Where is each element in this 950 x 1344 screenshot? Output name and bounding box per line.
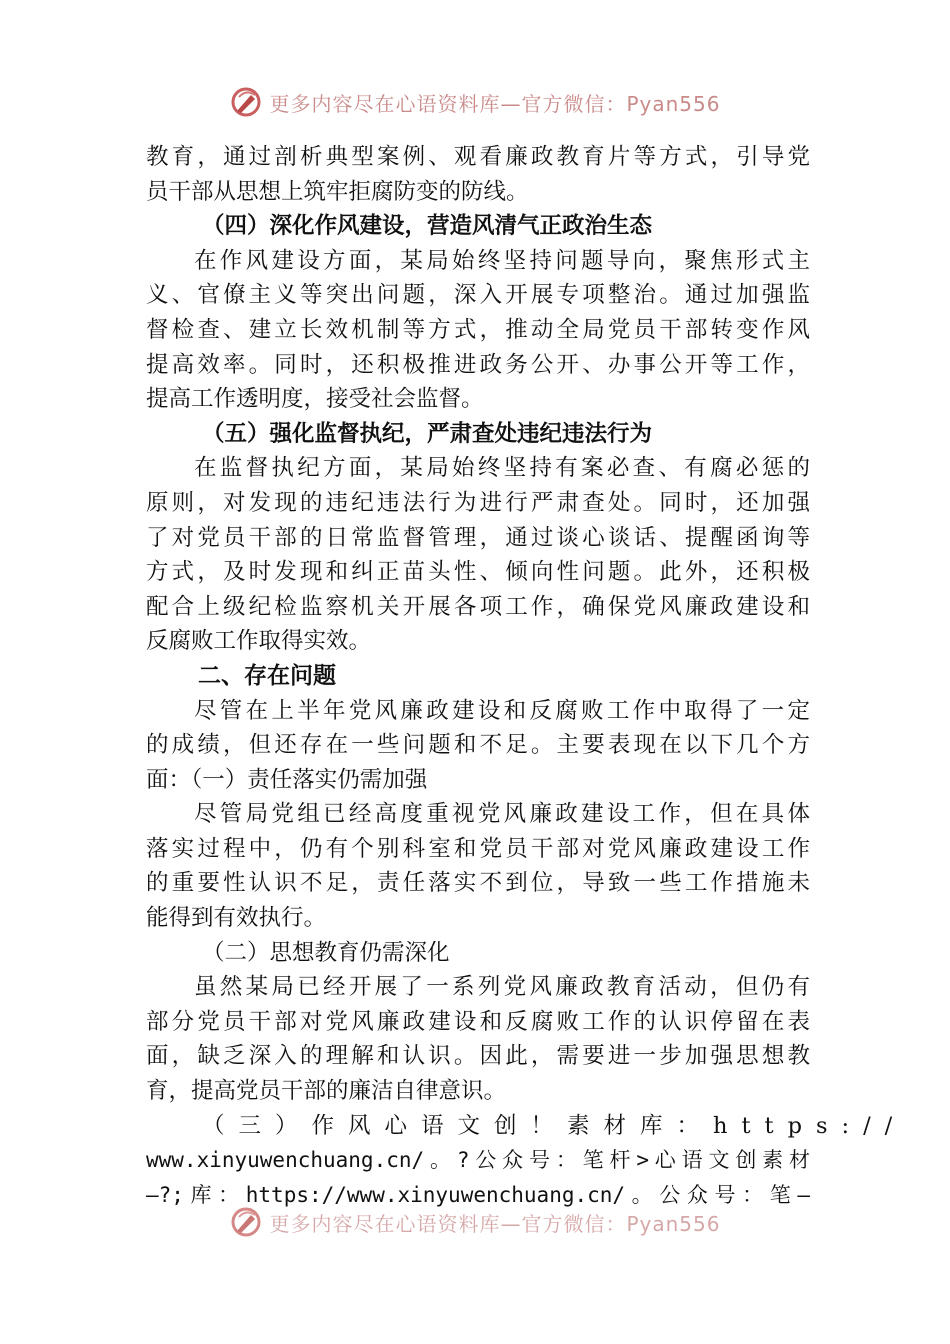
section-heading-4: （四）深化作风建设，营造风清气正政治生态 (202, 213, 653, 240)
paragraph-line: www.xinyuwenchuang.cn/。?公众号：笔杆>心语文创素材 (146, 1148, 810, 1173)
paragraph-line: 了对党员干部的日常监督管理，通过谈心谈话、提醒函询等 (146, 524, 810, 551)
paragraph-line: 面：（一）责任落实仍需加强 (146, 766, 428, 793)
chapter-heading-problems: 二、存在问题 (198, 662, 336, 689)
paragraph-line: 提高工作透明度，接受社会监督。 (146, 386, 484, 413)
paragraph-line: 在监督执纪方面，某局始终坚持有案必查、有腐必惩的 (194, 455, 810, 482)
paragraph-line: 能得到有效执行。 (146, 905, 327, 932)
paragraph-line: 方式，及时发现和纠正苗头性、倾向性问题。此外，还积极 (146, 559, 810, 586)
paragraph-line: 尽管局党组已经高度重视党风廉政建设工作，但在具体 (194, 801, 810, 828)
paragraph-line: 在作风建设方面，某局始终坚持问题导向，聚焦形式主 (194, 247, 810, 274)
watermark-text: 更多内容尽在心语资料库—官方微信：Pyan556 (269, 1211, 721, 1236)
paragraph-line: 虽然某局已经开展了一系列党风廉政教育活动，但仍有 (194, 974, 810, 1001)
paragraph-line: 义、官僚主义等突出问题，深入开展专项整治。通过加强监 (146, 282, 810, 309)
paragraph-line: 提高效率。同时，还积极推进政务公开、办事公开等工作， (146, 351, 810, 378)
paragraph-line: 尽管在上半年党风廉政建设和反腐败工作中取得了一定 (194, 697, 810, 724)
paragraph-line: 员干部从思想上筑牢拒腐防变的防线。 (146, 178, 529, 205)
paragraph-line: 育，提高党员干部的廉洁自律意识。 (146, 1078, 507, 1105)
paragraph-line: 配合上级纪检监察机关开展各项工作，确保党风廉政建设和 (146, 593, 810, 620)
paragraph-line: —?;库：https://www.xinyuwenchuang.cn/。公众号：笔— (146, 1182, 810, 1207)
document-body (146, 140, 907, 1212)
watermark-header (0, 82, 950, 122)
paragraph-line: 教育，通过剖析典型案例、观看廉政教育片等方式，引导党 (146, 144, 810, 170)
section-heading-2: （二）思想教育仍需深化 (202, 939, 450, 966)
section-heading-5: （五）强化监督执纪，严肃查处违纪违法行为 (202, 420, 653, 447)
section-heading-3: （三）作风心语文创！素材库：https:// (202, 1112, 907, 1139)
paragraph-line: 面，缺乏深入的理解和认识。因此，需要进一步加强思想教 (146, 1043, 810, 1070)
pen-swirl-logo-icon (229, 1205, 263, 1239)
paragraph-line: 督检查、建立长效机制等方式，推动全局党员干部转变作风 (146, 316, 810, 343)
paragraph-line: 的重要性认识不足，责任落实不到位，导致一些工作措施未 (146, 870, 810, 897)
watermark-text: 更多内容尽在心语资料库—官方微信：Pyan556 (269, 91, 721, 116)
paragraph-line: 落实过程中，仍有个别科室和党员干部对党风廉政建设工作 (146, 835, 810, 862)
paragraph-line: 原则，对发现的违纪违法行为进行严肃查处。同时，还加强 (146, 489, 810, 516)
paragraph-line: 反腐败工作取得实效。 (146, 628, 372, 655)
paragraph-line: 部分党员干部对党风廉政建设和反腐败工作的认识停留在表 (146, 1008, 810, 1035)
paragraph-line: 的成绩，但还存在一些问题和不足。主要表现在以下几个方 (146, 732, 810, 759)
watermark-footer (0, 1202, 950, 1242)
pen-swirl-logo-icon (229, 85, 263, 119)
